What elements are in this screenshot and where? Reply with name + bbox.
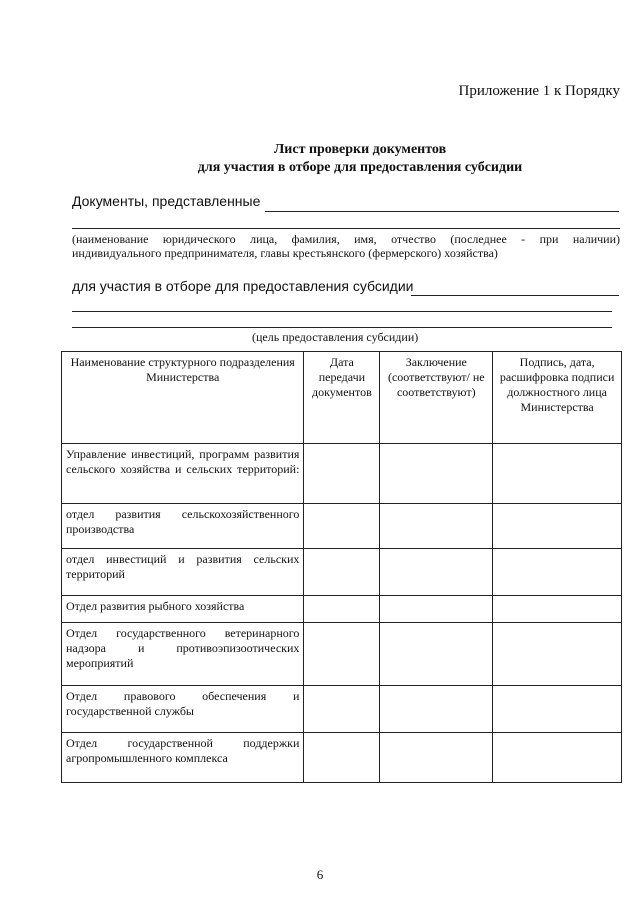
table-row (62, 623, 622, 686)
applicant-name-line[interactable] (265, 211, 619, 212)
department-name: Отдел развития рыбного хозяйства (62, 596, 304, 623)
department-name: отдел развития сельскохозяйственного производства (62, 504, 304, 549)
transfer-date-cell[interactable] (304, 504, 380, 549)
purpose-label: для участия в отборе для предоставления субсидии (72, 278, 414, 294)
header-department: Наименование структурного подразделения Министерства (62, 352, 304, 444)
appendix-reference: Приложение 1 к Порядку (458, 83, 620, 99)
department-name: отдел инвестиций и развития сельских территорий (62, 549, 304, 596)
applicant-caption-2: индивидуального предпринимателя, главы крестьянского (фермерского) хозяйства) (72, 246, 498, 260)
header-conclusion: Заключение (соответствуют/ не соответствуют) (380, 352, 493, 444)
transfer-date-cell[interactable] (304, 596, 380, 623)
document-title: Лист проверки документов (273, 142, 447, 157)
signature-cell[interactable] (493, 623, 622, 686)
conclusion-cell[interactable] (380, 733, 493, 783)
transfer-date-cell[interactable] (304, 549, 380, 596)
transfer-date-cell[interactable] (304, 686, 380, 733)
header-transfer-date: Дата передачи документов (304, 352, 380, 444)
conclusion-cell[interactable] (380, 444, 493, 504)
documents-label: Документы, представленные (72, 193, 261, 209)
transfer-date-cell[interactable] (304, 623, 380, 686)
documents-check-table (61, 351, 622, 783)
table-row (62, 444, 622, 504)
department-name: Отдел государственной поддержки агропромышленного комплекса (62, 733, 304, 783)
applicant-name-line-2[interactable] (72, 228, 620, 229)
header-signature: Подпись, дата, расшифровка подписи должностного лица Министерства (493, 352, 622, 444)
department-name: Отдел правового обеспечения и государственной службы (62, 686, 304, 733)
table-row (62, 733, 622, 783)
purpose-line[interactable] (411, 295, 619, 296)
conclusion-cell[interactable] (380, 623, 493, 686)
signature-cell[interactable] (493, 733, 622, 783)
document-subtitle: для участия в отборе для предоставления субсидии (197, 160, 523, 175)
transfer-date-cell[interactable] (304, 444, 380, 504)
conclusion-cell[interactable] (380, 504, 493, 549)
page-number: 6 (316, 867, 324, 882)
department-name: Управление инвестиций, программ развития сельского хозяйства и сельских территорий: (62, 444, 304, 504)
signature-cell[interactable] (493, 504, 622, 549)
signature-cell[interactable] (493, 549, 622, 596)
department-name: Отдел государственного ветеринарного надзора и противоэпизоотических мероприятий (62, 623, 304, 686)
signature-cell[interactable] (493, 686, 622, 733)
conclusion-cell[interactable] (380, 686, 493, 733)
transfer-date-cell[interactable] (304, 733, 380, 783)
applicant-caption-1: (наименование юридического лица, фамилия, имя, отчество (последнее - при наличии) (72, 232, 620, 246)
table-row (62, 504, 622, 549)
purpose-line-3[interactable] (72, 327, 612, 328)
signature-cell[interactable] (493, 596, 622, 623)
purpose-line-2[interactable] (72, 311, 612, 312)
table-row (62, 596, 622, 623)
signature-cell[interactable] (493, 444, 622, 504)
conclusion-cell[interactable] (380, 596, 493, 623)
table-row (62, 686, 622, 733)
table-header-row (62, 352, 622, 444)
conclusion-cell[interactable] (380, 549, 493, 596)
purpose-caption: (цель предоставления субсидии) (252, 330, 419, 344)
table-row (62, 549, 622, 596)
